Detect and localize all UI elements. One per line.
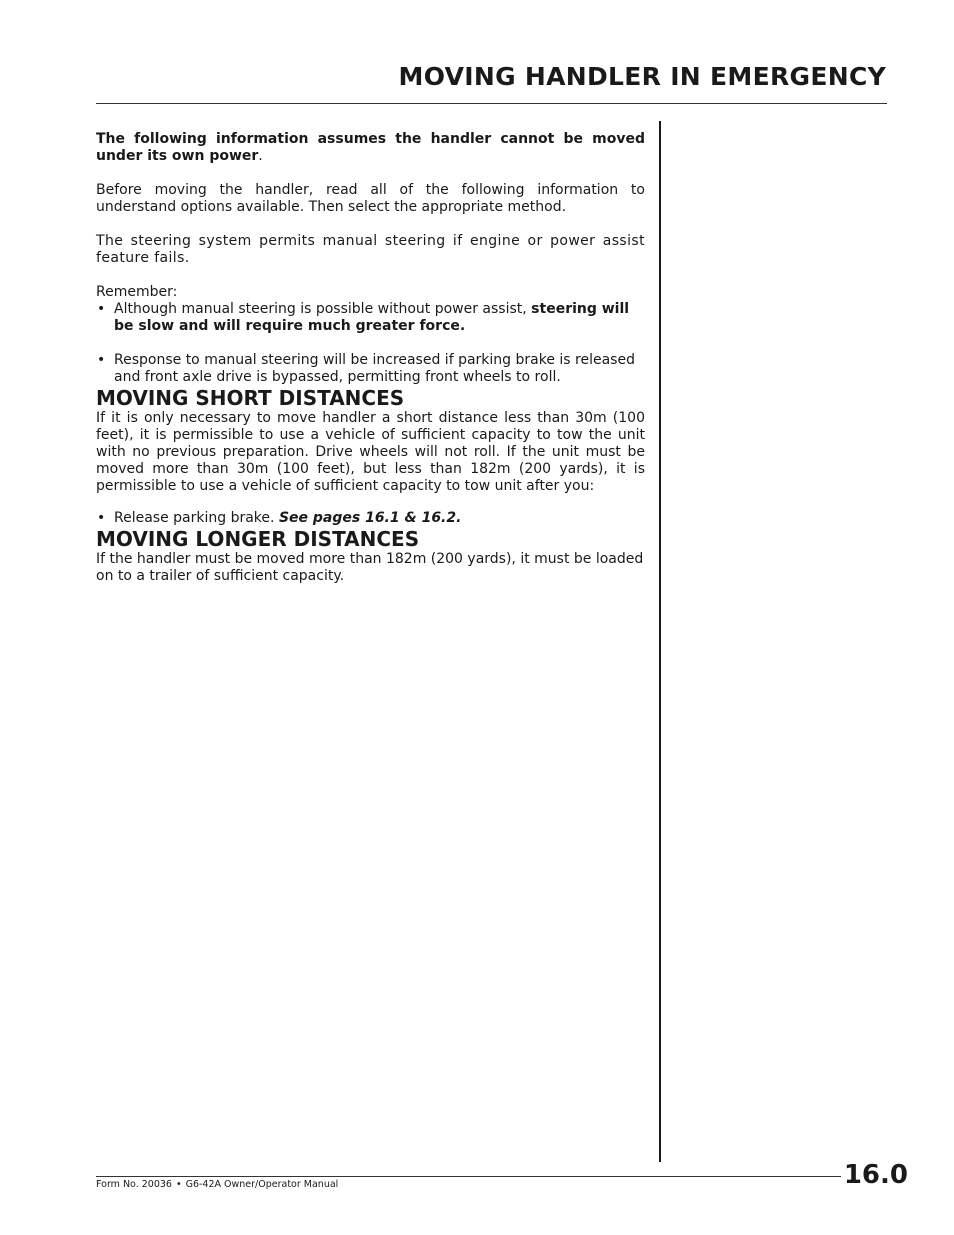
- list-item: [96, 301, 645, 335]
- list-item: [96, 510, 645, 527]
- bullet-text: Although manual steering is possible without power assist,: [114, 301, 532, 317]
- section-heading-longer-distances: MOVING LONGER DISTANCES: [96, 527, 420, 551]
- bullet-text: Response to manual steering will be increased if parking brake is released and front axle drive is bypassed, permitting front wheels to roll.: [114, 352, 635, 385]
- bullet-bold-text: steering will be slow and will require much greater force.: [114, 301, 630, 334]
- column-divider: [659, 121, 661, 1162]
- steering-system-paragraph: The steering system permits manual steering if engine or power assist feature fails.: [96, 233, 645, 266]
- bullet-icon: •: [97, 510, 106, 526]
- bullet-icon: •: [97, 352, 106, 368]
- header-divider: [96, 103, 887, 104]
- intro-trailing: .: [258, 148, 263, 164]
- remember-label: Remember:: [96, 284, 178, 300]
- list-item: [96, 352, 645, 386]
- manual-name: G6-42A Owner/Operator Manual: [185, 1179, 339, 1190]
- footer-divider: [96, 1176, 841, 1177]
- footer: [96, 1179, 338, 1191]
- page-number: 16.0: [843, 1160, 908, 1190]
- section-heading-short-distances: MOVING SHORT DISTANCES: [96, 386, 405, 410]
- page-reference: See pages 16.1 & 16.2.: [278, 510, 462, 526]
- longer-distances-paragraph: If the handler must be moved more than 182m (200 yards), it must be loaded on to a trailer of sufficient capacity.: [96, 551, 644, 584]
- before-moving-paragraph: Before moving the handler, read all of the following information to understand options available. Then select the appropriate method.: [96, 182, 645, 215]
- form-number: Form No. 20036: [96, 1179, 172, 1190]
- main-content: [96, 131, 645, 585]
- short-distances-paragraph: If it is only necessary to move handler a short distance less than 30m (100 feet), it is permissible to use a vehicle of sufficient capacity to tow the unit with no previous preparation. Drive wheels will not roll. If the unit must be moved more than 30m (100 feet), but less than 182m (200 yards), it is permissible to use a vehicle of sufficient capacity to tow unit after you:: [96, 410, 645, 494]
- page-title: MOVING HANDLER IN EMERGENCY: [398, 62, 886, 91]
- footer-separator: •: [175, 1179, 182, 1190]
- intro-paragraph: [96, 131, 645, 165]
- bullet-icon: •: [97, 301, 106, 317]
- intro-bold-text: The following information assumes the handler cannot be moved under its own power: [96, 131, 645, 164]
- bullet-text: Release parking brake.: [114, 510, 279, 526]
